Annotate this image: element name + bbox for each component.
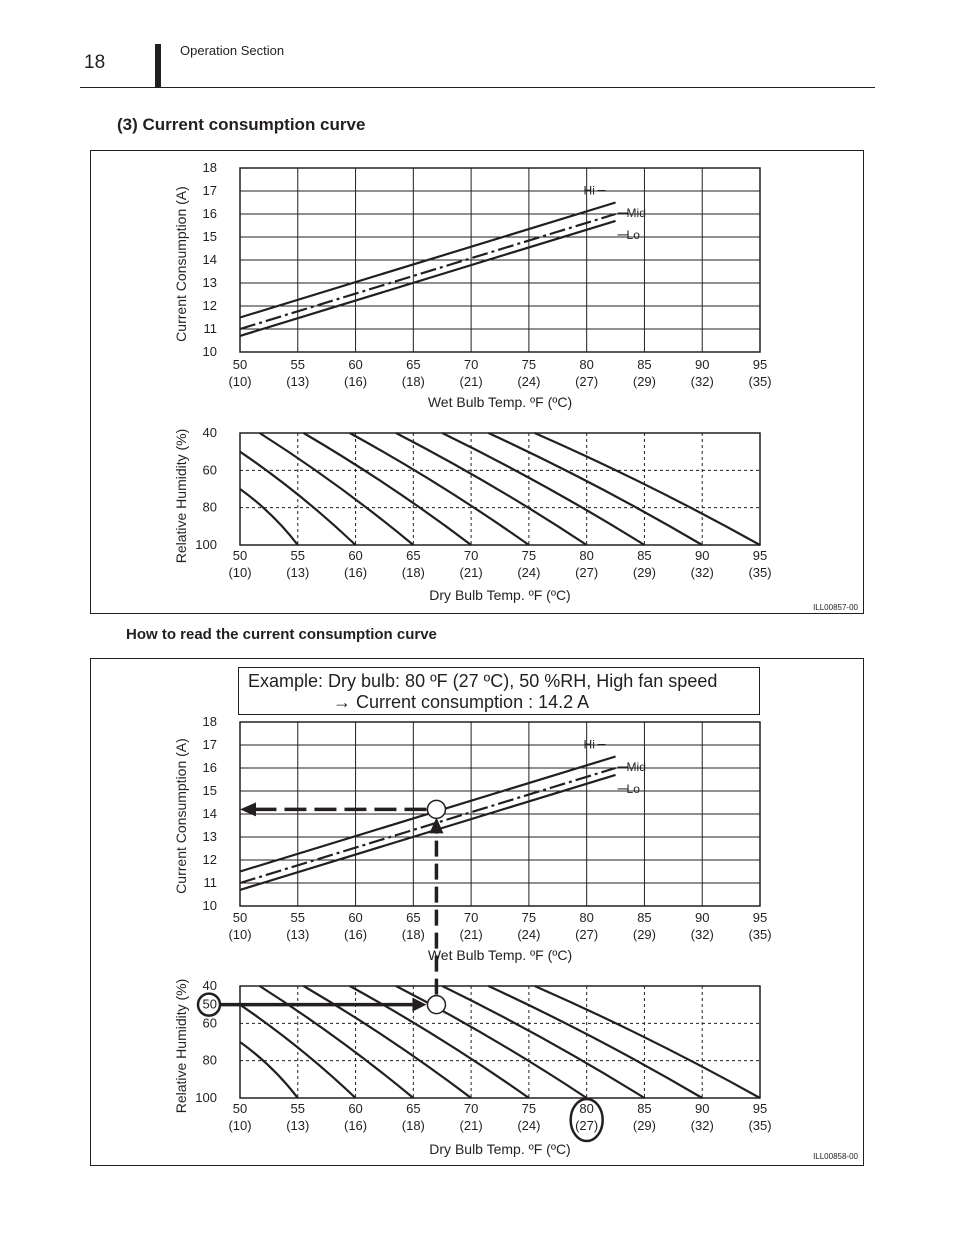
rh-curve xyxy=(240,1042,298,1098)
current-x-tick-label: 95 xyxy=(752,910,768,925)
current-x-tick-sublabel: (24) xyxy=(517,374,541,389)
current-y-tick-label: 12 xyxy=(202,298,217,313)
figure-id: ILL00858-00 xyxy=(813,1152,858,1161)
rh-x-tick-label: 70 xyxy=(463,1101,479,1116)
rh-x-tick-label: 80 xyxy=(579,548,594,563)
current-x-tick-label: 55 xyxy=(290,910,306,925)
current-x-tick-sublabel: (24) xyxy=(517,927,541,942)
rh-x-tick-label: 70 xyxy=(463,548,479,563)
rh-x-tick-label: 50 xyxy=(232,1101,248,1116)
current-x-tick-label: 75 xyxy=(521,357,537,372)
current-x-tick-sublabel: (16) xyxy=(343,927,368,942)
subheading: How to read the current consumption curve xyxy=(126,626,437,643)
rh-y-tick-label: 40 xyxy=(202,425,217,440)
current-x-tick-sublabel: (32) xyxy=(690,927,714,942)
current-x-tick-label: 85 xyxy=(637,357,652,372)
example-line-1: Example: Dry bulb: 80 ºF (27 ºC), 50 %RH, High fan speed xyxy=(248,671,718,691)
current-x-tick-sublabel: (10) xyxy=(228,927,252,942)
series-line-mid xyxy=(240,768,616,883)
rh-x-tick-sublabel: (29) xyxy=(632,1118,657,1133)
rh-x-tick-sublabel: (10) xyxy=(228,565,252,580)
rh-curve xyxy=(396,986,587,1098)
rh-y-tick-label: 60 xyxy=(202,1015,217,1031)
current-x-tick-label: 65 xyxy=(406,910,421,925)
current-x-tick-sublabel: (18) xyxy=(401,374,425,389)
current-x-tick-sublabel: (21) xyxy=(459,927,483,942)
rh-curve xyxy=(535,986,760,1098)
rh-plot-frame xyxy=(240,986,760,1098)
current-y-tick-label: 18 xyxy=(202,714,217,729)
rh-x-tick-sublabel: (24) xyxy=(517,1118,541,1133)
rh-highlight-label: 50 xyxy=(202,996,217,1012)
rh-x-tick-sublabel: (16) xyxy=(343,1118,368,1133)
rh-x-tick-label: 55 xyxy=(290,548,306,563)
current-x-tick-sublabel: (32) xyxy=(690,374,714,389)
rh-y-tick-label: 80 xyxy=(202,1052,217,1068)
current-y-tick-label: 15 xyxy=(202,229,217,244)
rh-y-tick-label: 100 xyxy=(195,1090,217,1105)
section-label: Operation Section xyxy=(180,43,285,58)
current-x-tick-label: 65 xyxy=(406,357,421,372)
rh-x-tick-label: 60 xyxy=(348,548,363,563)
current-x-tick-label: 50 xyxy=(232,910,248,925)
current-x-axis-title: Wet Bulb Temp. ºF (ºC) xyxy=(427,394,573,410)
current-x-tick-sublabel: (13) xyxy=(286,927,310,942)
current-x-tick-sublabel: (27) xyxy=(575,927,599,942)
rh-curve xyxy=(488,433,702,545)
current-x-tick-label: 85 xyxy=(637,910,652,925)
current-y-tick-label: 16 xyxy=(202,760,217,775)
rh-curve xyxy=(350,433,529,545)
rh-curve xyxy=(442,986,644,1098)
rh-y-tick-label: 80 xyxy=(202,499,217,515)
series-label-lo: Lo xyxy=(626,227,640,242)
current-y-tick-label: 13 xyxy=(202,275,217,290)
current-y-tick-label: 11 xyxy=(203,875,217,890)
callout-point-current xyxy=(427,800,445,818)
rh-plot-frame xyxy=(240,433,760,545)
current-x-tick-label: 95 xyxy=(752,357,768,372)
rh-x-tick-label: 95 xyxy=(752,1101,768,1116)
current-x-tick-label: 75 xyxy=(521,910,537,925)
series-line-lo xyxy=(240,221,616,336)
current-x-tick-sublabel: (16) xyxy=(343,374,368,389)
rh-curve xyxy=(442,433,644,545)
rh-x-tick-label: 95 xyxy=(752,548,768,563)
series-line-lo xyxy=(240,775,616,890)
current-y-axis-title: Current Consumption (A) xyxy=(173,186,189,342)
current-y-axis-title: Current Consumption (A) xyxy=(173,738,189,894)
current-x-tick-sublabel: (27) xyxy=(575,374,599,389)
example-line-2: → Current consumption : 14.2 A xyxy=(333,692,590,712)
rh-x-tick-label: 65 xyxy=(406,1101,421,1116)
current-y-tick-label: 17 xyxy=(202,737,217,752)
current-y-tick-label: 16 xyxy=(202,206,217,221)
rh-x-tick-label: 85 xyxy=(637,548,652,563)
rh-x-tick-sublabel: (27) xyxy=(575,565,599,580)
rh-x-tick-label: 75 xyxy=(521,548,537,563)
current-x-tick-label: 50 xyxy=(232,357,248,372)
rh-curve xyxy=(535,433,760,545)
series-label-mid: Mid xyxy=(626,760,646,774)
series-label-lo: Lo xyxy=(626,781,640,796)
current-x-tick-sublabel: (10) xyxy=(228,374,252,389)
current-x-tick-sublabel: (13) xyxy=(286,374,310,389)
figure-id: ILL00857-00 xyxy=(813,603,858,612)
current-x-tick-sublabel: (35) xyxy=(748,374,772,389)
rh-x-tick-sublabel: (35) xyxy=(748,1118,772,1133)
rh-curve xyxy=(396,433,587,545)
current-y-tick-label: 17 xyxy=(202,183,217,198)
current-x-tick-label: 70 xyxy=(463,357,479,372)
series-label-hi: Hi xyxy=(583,183,595,198)
current-x-tick-label: 80 xyxy=(579,357,594,372)
current-x-tick-label: 55 xyxy=(290,357,306,372)
rh-x-tick-sublabel: (13) xyxy=(286,565,310,580)
current-y-tick-label: 14 xyxy=(202,252,217,267)
rh-x-tick-label: 90 xyxy=(694,1101,710,1116)
current-y-tick-label: 10 xyxy=(202,898,217,913)
rh-x-axis-title: Dry Bulb Temp. ºF (ºC) xyxy=(429,1141,571,1157)
rh-x-tick-label: 60 xyxy=(348,1101,363,1116)
rh-x-tick-label: 65 xyxy=(406,548,421,563)
current-y-tick-label: 11 xyxy=(203,321,217,336)
rh-x-tick-sublabel: (35) xyxy=(748,565,772,580)
current-x-tick-sublabel: (35) xyxy=(748,927,772,942)
rh-y-axis-title: Relative Humidity (%) xyxy=(173,978,189,1114)
current-x-tick-sublabel: (18) xyxy=(401,927,425,942)
rh-x-tick-sublabel: (16) xyxy=(343,565,368,580)
rh-x-tick-label: 75 xyxy=(521,1101,537,1116)
rh-x-tick-sublabel: (27) xyxy=(575,1118,599,1133)
current-y-tick-label: 18 xyxy=(202,160,217,175)
rh-x-tick-label: 55 xyxy=(290,1101,306,1116)
current-x-tick-label: 80 xyxy=(579,910,594,925)
rh-x-tick-sublabel: (10) xyxy=(228,1118,252,1133)
rh-x-tick-sublabel: (21) xyxy=(459,565,483,580)
rh-x-tick-sublabel: (32) xyxy=(690,565,714,580)
series-label-mid: Mid xyxy=(626,206,646,220)
rh-y-tick-label: 100 xyxy=(195,537,217,552)
current-y-tick-label: 13 xyxy=(202,829,217,844)
page-number: 18 xyxy=(84,52,106,73)
rh-x-tick-sublabel: (24) xyxy=(517,565,541,580)
rh-x-tick-sublabel: (18) xyxy=(401,1118,425,1133)
current-x-axis-title: Wet Bulb Temp. ºF (ºC) xyxy=(427,947,573,963)
rh-curve xyxy=(488,986,702,1098)
rh-x-tick-sublabel: (18) xyxy=(401,565,425,580)
rh-curve xyxy=(240,489,298,545)
rh-x-axis-title: Dry Bulb Temp. ºF (ºC) xyxy=(429,587,571,603)
rh-x-tick-label: 80 xyxy=(579,1101,594,1116)
current-x-tick-label: 60 xyxy=(348,910,363,925)
current-x-tick-sublabel: (21) xyxy=(459,374,483,389)
callout-point-rh xyxy=(427,996,445,1014)
current-x-tick-label: 70 xyxy=(463,910,479,925)
current-x-tick-label: 60 xyxy=(348,357,363,372)
current-y-tick-label: 10 xyxy=(202,344,217,359)
rh-x-tick-sublabel: (32) xyxy=(690,1118,714,1133)
series-line-mid xyxy=(240,214,616,329)
current-x-tick-sublabel: (29) xyxy=(632,374,657,389)
section-heading: (3) Current consumption curve xyxy=(117,115,366,134)
rh-x-tick-label: 50 xyxy=(232,548,248,563)
current-y-tick-label: 12 xyxy=(202,852,217,867)
rh-y-tick-label: 60 xyxy=(202,462,217,478)
rh-x-tick-label: 85 xyxy=(637,1101,652,1116)
rh-y-axis-title: Relative Humidity (%) xyxy=(173,428,189,564)
rh-x-tick-sublabel: (13) xyxy=(286,1118,310,1133)
current-x-tick-sublabel: (29) xyxy=(632,927,657,942)
rh-x-tick-sublabel: (29) xyxy=(632,565,657,580)
current-x-tick-label: 90 xyxy=(694,910,710,925)
rh-x-tick-sublabel: (21) xyxy=(459,1118,483,1133)
series-label-hi: Hi xyxy=(583,737,595,752)
rh-y-tick-label: 40 xyxy=(202,978,217,993)
current-x-tick-label: 90 xyxy=(694,357,710,372)
current-y-tick-label: 15 xyxy=(202,783,217,798)
rh-x-tick-label: 90 xyxy=(694,548,710,563)
current-y-tick-label: 14 xyxy=(202,806,217,821)
